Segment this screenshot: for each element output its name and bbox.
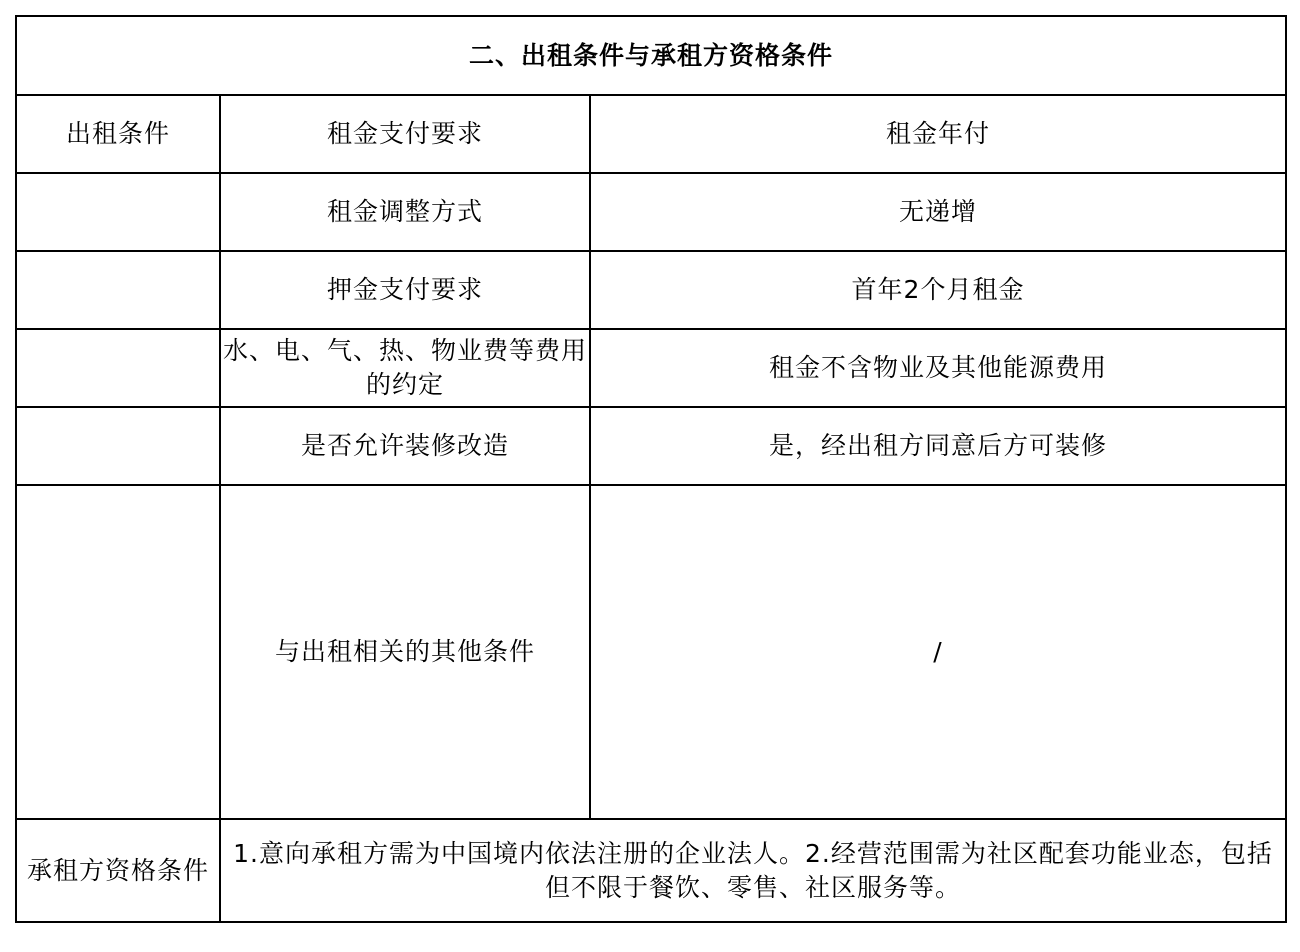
section-label-qualification: 承租方资格条件 [16,819,220,922]
empty-cell [16,251,220,329]
value-cell: 无递增 [590,173,1286,251]
table-row [16,173,1286,251]
item-cell: 是否允许装修改造 [220,407,590,485]
item-cell: 与出租相关的其他条件 [220,485,590,819]
empty-cell [16,407,220,485]
value-cell: 是，经出租方同意后方可装修 [590,407,1286,485]
value-cell: 租金年付 [590,95,1286,173]
value-cell: 首年2个月租金 [590,251,1286,329]
item-cell: 押金支付要求 [220,251,590,329]
conditions-table [15,15,1287,923]
empty-cell [16,329,220,407]
item-cell: 租金调整方式 [220,173,590,251]
table-row [16,251,1286,329]
section-label-rental: 出租条件 [16,95,220,173]
empty-cell [16,173,220,251]
table-row [16,329,1286,407]
table-row [16,407,1286,485]
qualification-text: 1.意向承租方需为中国境内依法注册的企业法人。2.经营范围需为社区配套功能业态，包括但不限于餐饮、零售、社区服务等。 [220,819,1286,922]
table-title: 二、出租条件与承租方资格条件 [16,16,1286,95]
item-cell: 租金支付要求 [220,95,590,173]
table-row [16,819,1286,922]
value-cell: 租金不含物业及其他能源费用 [590,329,1286,407]
title-row [16,16,1286,95]
value-cell: / [590,485,1286,819]
table-row [16,485,1286,819]
item-cell: 水、电、气、热、物业费等费用的约定 [220,329,590,407]
table-row [16,95,1286,173]
empty-cell [16,485,220,819]
